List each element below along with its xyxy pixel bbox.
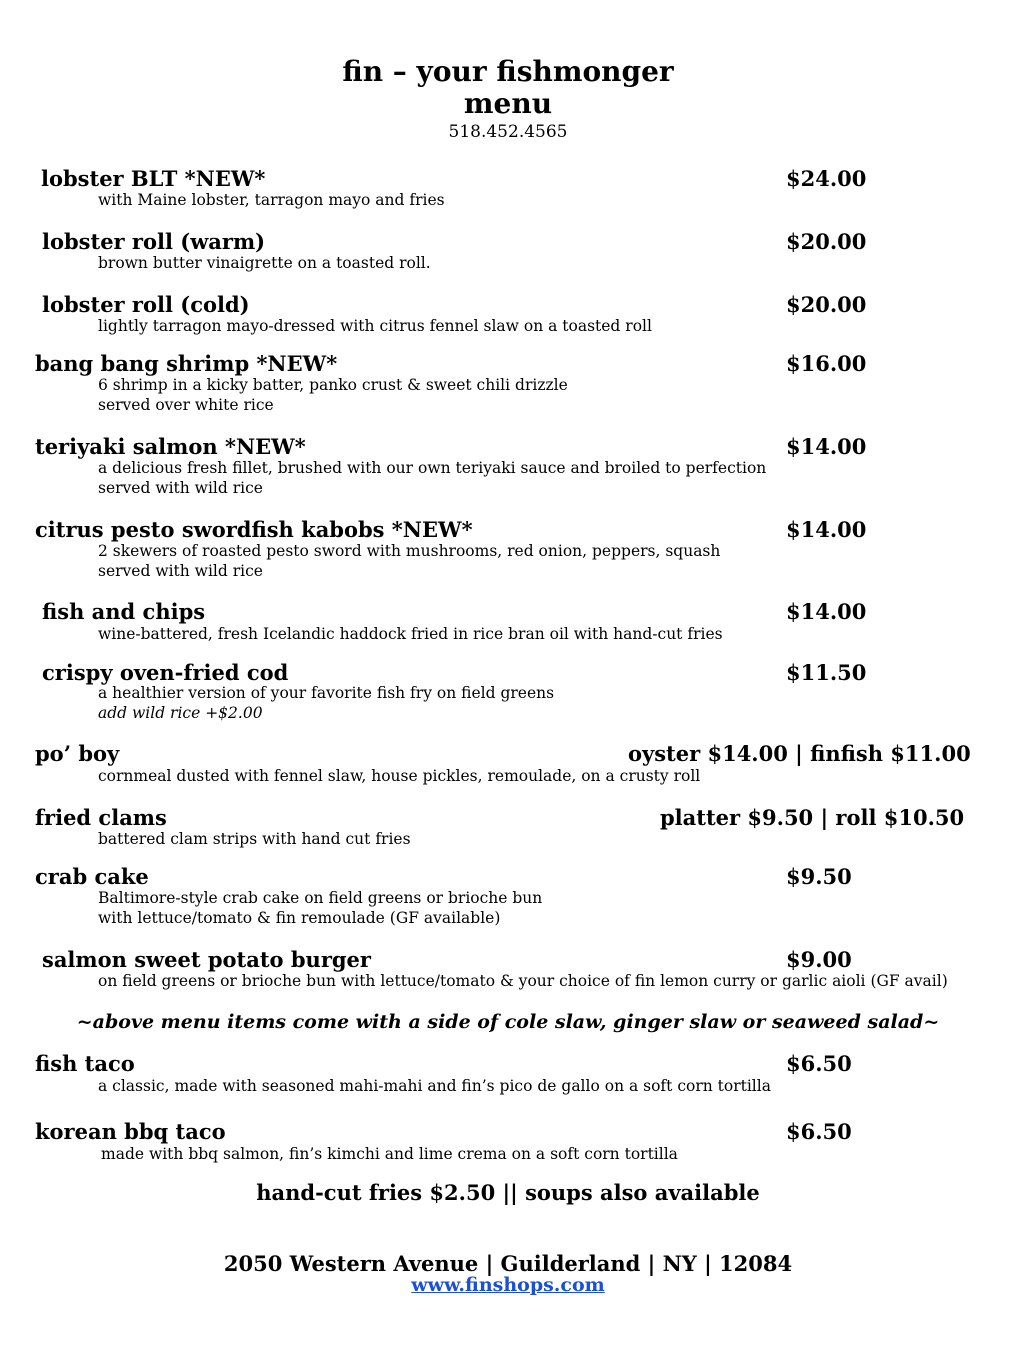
item-description: a classic, made with seasoned mahi-mahi and fin’s pico de gallo on a soft corn tortilla [98,1077,771,1095]
item-name: korean bbq taco [35,1119,226,1144]
item-description: with Maine lobster, tarragon mayo and fries [98,191,445,209]
item-price: $9.00 [786,947,852,972]
item-name: citrus pesto swordfish kabobs *NEW* [35,517,473,542]
item-price: platter $9.50 | roll $10.50 [660,805,965,830]
item-description: made with bbq salmon, fin’s kimchi and lime crema on a soft corn tortilla [101,1145,678,1163]
item-description: a healthier version of your favorite fish fry on field greens [98,684,555,702]
item-price: $24.00 [786,166,867,191]
item-name: lobster BLT *NEW* [41,166,266,191]
item-name: bang bang shrimp *NEW* [35,351,338,376]
item-price: $14.00 [786,517,867,542]
sides-note: ~above menu items come with a side of cole slaw, ginger slaw or seaweed salad~ [76,1011,940,1033]
item-description: served over white rice [98,396,274,414]
item-description: brown butter vinaigrette on a toasted roll. [98,254,431,272]
extras-line: hand-cut fries $2.50 || soups also available [256,1180,760,1205]
item-name: fried clams [35,805,167,830]
item-name: crispy oven-fried cod [42,660,289,685]
item-name: lobster roll (cold) [42,292,250,317]
item-description: wine-battered, fresh Icelandic haddock fried in rice bran oil with hand-cut fries [98,625,723,643]
item-description: Baltimore-style crab cake on field greens or brioche bun [98,889,543,907]
phone-number: 518.452.4565 [448,122,568,142]
item-price: $16.00 [786,351,867,376]
item-name: crab cake [35,864,149,889]
item-name: fish and chips [42,599,206,624]
item-price: $11.50 [786,660,867,685]
item-price: $6.50 [786,1119,852,1144]
item-price: $20.00 [786,292,867,317]
menu-title: menu [463,87,553,120]
item-name: fish taco [35,1051,135,1076]
item-description: 6 shrimp in a kicky batter, panko crust & sweet chili drizzle [98,376,568,394]
item-price: $20.00 [786,229,867,254]
item-description: with lettuce/tomato & fin remoulade (GF available) [98,909,501,927]
item-description: a delicious fresh fillet, brushed with our own teriyaki sauce and broiled to perfection [98,459,767,477]
item-description: on field greens or brioche bun with lettuce/tomato & your choice of fin lemon curry or garlic aioli (GF avail) [98,972,948,990]
item-price: oyster $14.00 | finfish $11.00 [628,741,971,766]
item-description: served with wild rice [98,479,263,497]
item-name: teriyaki salmon *NEW* [35,434,306,459]
item-name: lobster roll (warm) [42,229,266,254]
website-link[interactable]: www.finshops.com [411,1274,605,1296]
item-description: served with wild rice [98,562,263,580]
item-description: battered clam strips with hand cut fries [98,830,411,848]
item-price: $6.50 [786,1051,852,1076]
item-description: 2 skewers of roasted pesto sword with mushrooms, red onion, peppers, squash [98,542,721,560]
item-price: $14.00 [786,599,867,624]
item-description: lightly tarragon mayo-dressed with citrus fennel slaw on a toasted roll [98,317,652,335]
item-price: $14.00 [786,434,867,459]
address: 2050 Western Avenue | Guilderland | NY | 12084 [223,1251,793,1276]
item-name: salmon sweet potato burger [42,947,371,972]
item-price: $9.50 [786,864,852,889]
item-description: cornmeal dusted with fennel slaw, house pickles, remoulade, on a crusty roll [98,767,701,785]
restaurant-title: fin – your fishmonger [342,55,674,88]
item-name: po’ boy [35,741,120,766]
item-addon: add wild rice +$2.00 [98,704,263,722]
website-container [0,1274,1016,1296]
